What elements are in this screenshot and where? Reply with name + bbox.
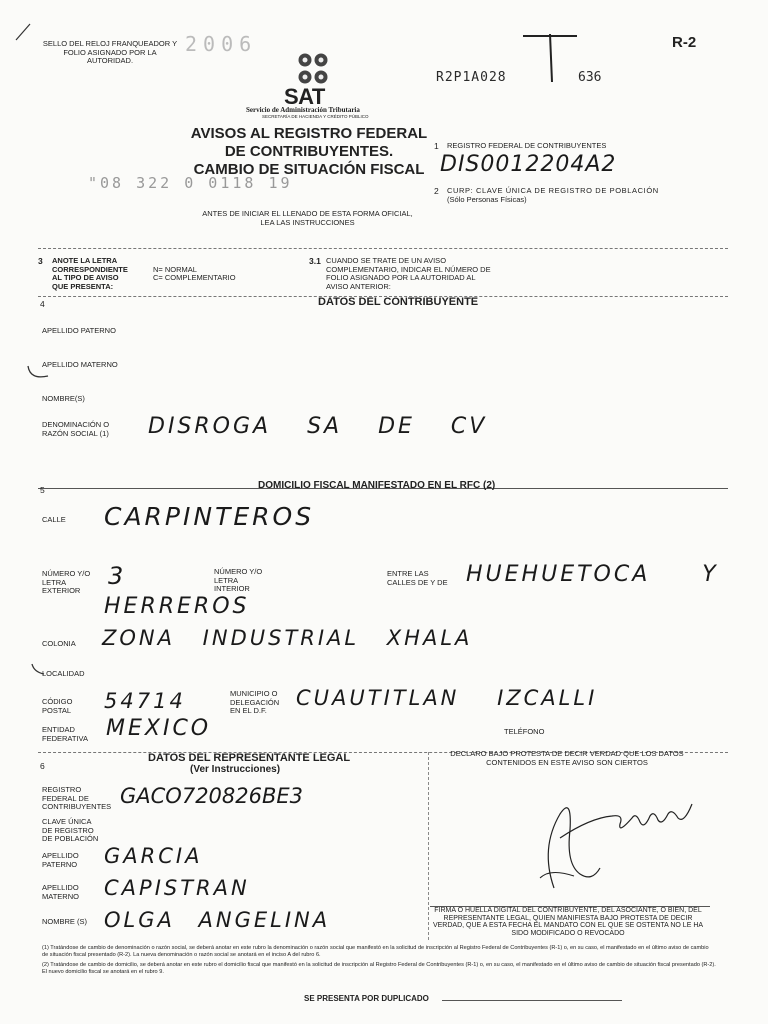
rep-nombre-value[interactable]: OLGA ANGELINA <box>104 908 331 932</box>
telefono-label: TELÉFONO <box>504 727 545 736</box>
title-line-2: DE CONTRIBUYENTES. <box>224 143 394 160</box>
localidad-label: LOCALIDAD <box>42 669 85 678</box>
title-line-3: CAMBIO DE SITUACIÓN FISCAL <box>193 161 425 178</box>
field-3-1-number: 3.1 <box>309 256 321 266</box>
field-3-option-n: N= NORMAL <box>153 265 197 274</box>
agency-full-name: Servicio de Administración Tributaria <box>246 106 360 114</box>
section-4-title: DATOS DEL CONTRIBUYENTE <box>318 296 479 308</box>
form-title <box>188 125 430 179</box>
duplicate-note: SE PRESENTA POR DUPLICADO <box>304 994 429 1003</box>
colonia-label: COLONIA <box>42 639 76 648</box>
field-2-sublabel: (Sólo Personas Físicas) <box>447 195 527 204</box>
pen-curve-mark-2 <box>30 662 50 678</box>
footnote-1: (1) Tratándose de cambio de denominación o razón social, se deberá anotar en este rubro la denominación o razón social que manifestó en la solicitud de inscripción al Registro Federal de Contribuyentes (R-1) o, en su caso, el manifestado en el último aviso de cambio de situación fiscal presentado (R-2). La nueva denominación o razón social se anotará en el inciso A del rubro 6. <box>42 945 709 959</box>
corner-pen-mark <box>14 22 32 42</box>
field-3-1-label: CUANDO SE TRATE DE UN AVISO COMPLEMENTARIO, INDICAR EL NÚMERO DE FOLIO ASIGNADO POR LA AUTORIDAD AL AVISO ANTERIOR: <box>326 256 491 291</box>
entidad-label: ENTIDAD FEDERATIVA <box>42 725 88 743</box>
rep-ap-pat-value[interactable]: GARCIA <box>104 844 203 868</box>
nombres-label: NOMBRE(S) <box>42 394 85 403</box>
calle-label: CALLE <box>42 515 66 524</box>
apellido-paterno-label: APELLIDO PATERNO <box>42 326 116 335</box>
calle-value[interactable]: CARPINTEROS <box>104 502 315 531</box>
razon-social-label: DENOMINACIÓN O RAZÓN SOCIAL (1) <box>42 420 110 438</box>
agency-name: SAT <box>284 84 325 109</box>
rep-ap-mat-value[interactable]: CAPISTRAN <box>104 876 250 900</box>
cp-value[interactable]: 54714 <box>104 689 186 713</box>
rep-ap-pat-label: APELLIDO PATERNO <box>42 851 79 869</box>
stamp-date-faint: 2006 <box>185 32 258 56</box>
pen-curve-mark <box>22 362 52 384</box>
num-ext-label: NÚMERO Y/O LETRA EXTERIOR <box>42 569 91 595</box>
divider-top <box>38 248 728 249</box>
entre-calles-value-2[interactable]: HERREROS <box>104 594 250 619</box>
folio-t-mark <box>520 32 580 84</box>
section-6-number: 6 <box>40 761 45 771</box>
declaration-text: DECLARO BAJO PROTESTA DE DECIR VERDAD QUE LOS DATOS CONTENIDOS EN ESTE AVISO SON CIERTOS <box>450 749 684 767</box>
municipio-label: MUNICIPIO O DELEGACIÓN EN EL D.F. <box>230 689 280 715</box>
apellido-materno-label: APELLIDO MATERNO <box>42 360 118 369</box>
stamp-line-faint: "08 322 0 0118 19 <box>88 174 293 192</box>
section-5-title: DOMICILIO FISCAL MANIFESTADO EN EL RFC (2) <box>258 480 496 491</box>
field-1-label: REGISTRO FEDERAL DE CONTRIBUYENTES <box>447 141 607 150</box>
instructions-note: ANTES DE INICIAR EL LLENADO DE ESTA FORMA OFICIAL, LEA LAS INSTRUCCIONES <box>202 209 413 227</box>
sat-logo-icon <box>297 52 329 86</box>
footnote-2: (2) Tratándose de cambio de domicilio, se deberá anotar en este rubro el domicilio fiscal que manifestó en la solicitud de inscripción al Registro Federal de Contribuyentes (R-1) o, en su caso, el manifestado en el último aviso de cambio de situación fiscal presentado (R-2). El nuevo domicilio fiscal se anotará en el rubro 9. <box>42 962 716 976</box>
colonia-value[interactable]: ZONA INDUSTRIAL XHALA <box>102 626 473 650</box>
folio-number: 636 <box>578 70 602 85</box>
num-ext-value[interactable]: 3 <box>108 562 127 590</box>
field-2-number: 2 <box>434 186 439 196</box>
section-4-number: 4 <box>40 299 45 309</box>
signature-image[interactable] <box>520 778 720 898</box>
stamp-label: SELLO DEL RELOJ FRANQUEADOR Y FOLIO ASIGNADO POR LA AUTORIDAD. <box>42 39 178 65</box>
rep-ap-mat-label: APELLIDO MATERNO <box>42 883 79 901</box>
form-code: R-2 <box>672 34 697 51</box>
field-3-number: 3 <box>38 256 43 266</box>
section-5-number: 5 <box>40 485 45 495</box>
duplicate-underline <box>442 1000 622 1001</box>
section-6-subtitle: (Ver Instrucciones) <box>190 764 281 775</box>
razon-social-value[interactable]: DISROGA SA DE CV <box>148 414 488 439</box>
rep-curp-label: CLAVE ÚNICA DE REGISTRO DE POBLACIÓN <box>42 817 99 843</box>
cp-label: CÓDIGO POSTAL <box>42 697 73 715</box>
folio-code: R2P1A028 <box>436 70 507 85</box>
entre-calles-label: ENTRE LAS CALLES DE Y DE <box>387 569 448 587</box>
field-3-option-c: C= COMPLEMENTARIO <box>153 273 236 282</box>
signature-caption: FIRMA O HUELLA DIGITAL DEL CONTRIBUYENTE, DEL ASOCIANTE, O BIEN, DEL REPRESENTANTE LEGAL, QUIEN MANIFIESTA BAJO PROTESTA DE DECIR VERDAD, QUE A ESTA FECHA EL MANDATO CON EL QUE SE OSTENTA NO LE HA SIDO MODIFICADO O REVOCADO <box>432 907 704 937</box>
agency-sub-name: SECRETARÍA DE HACIENDA Y CRÉDITO PÚBLICO <box>262 114 369 119</box>
municipio-value[interactable]: CUAUTITLAN IZCALLI <box>296 686 598 710</box>
rep-rfc-label: REGISTRO FEDERAL DE CONTRIBUYENTES <box>42 785 112 811</box>
rep-nombre-label: NOMBRE (S) <box>42 917 87 926</box>
section-6-title: DATOS DEL REPRESENTANTE LEGAL <box>148 752 351 764</box>
field-2-label: CURP: CLAVE ÚNICA DE REGISTRO DE POBLACIÓN <box>447 186 659 195</box>
field-1-number: 1 <box>434 141 439 151</box>
title-line-1: AVISOS AL REGISTRO FEDERAL <box>190 125 428 142</box>
rep-rfc-value[interactable]: GACO720826BE3 <box>120 784 304 808</box>
field-1-value[interactable]: DIS0012204A2 <box>440 152 617 177</box>
entidad-value[interactable]: MEXICO <box>106 716 212 741</box>
field-3-label: ANOTE LA LETRA CORRESPONDIENTE AL TIPO DE AVISO QUE PRESENTA: <box>52 256 128 291</box>
num-int-label: NÚMERO Y/O LETRA INTERIOR <box>214 567 263 593</box>
entre-calles-value-1[interactable]: HUEHUETOCA Y <box>466 562 719 587</box>
